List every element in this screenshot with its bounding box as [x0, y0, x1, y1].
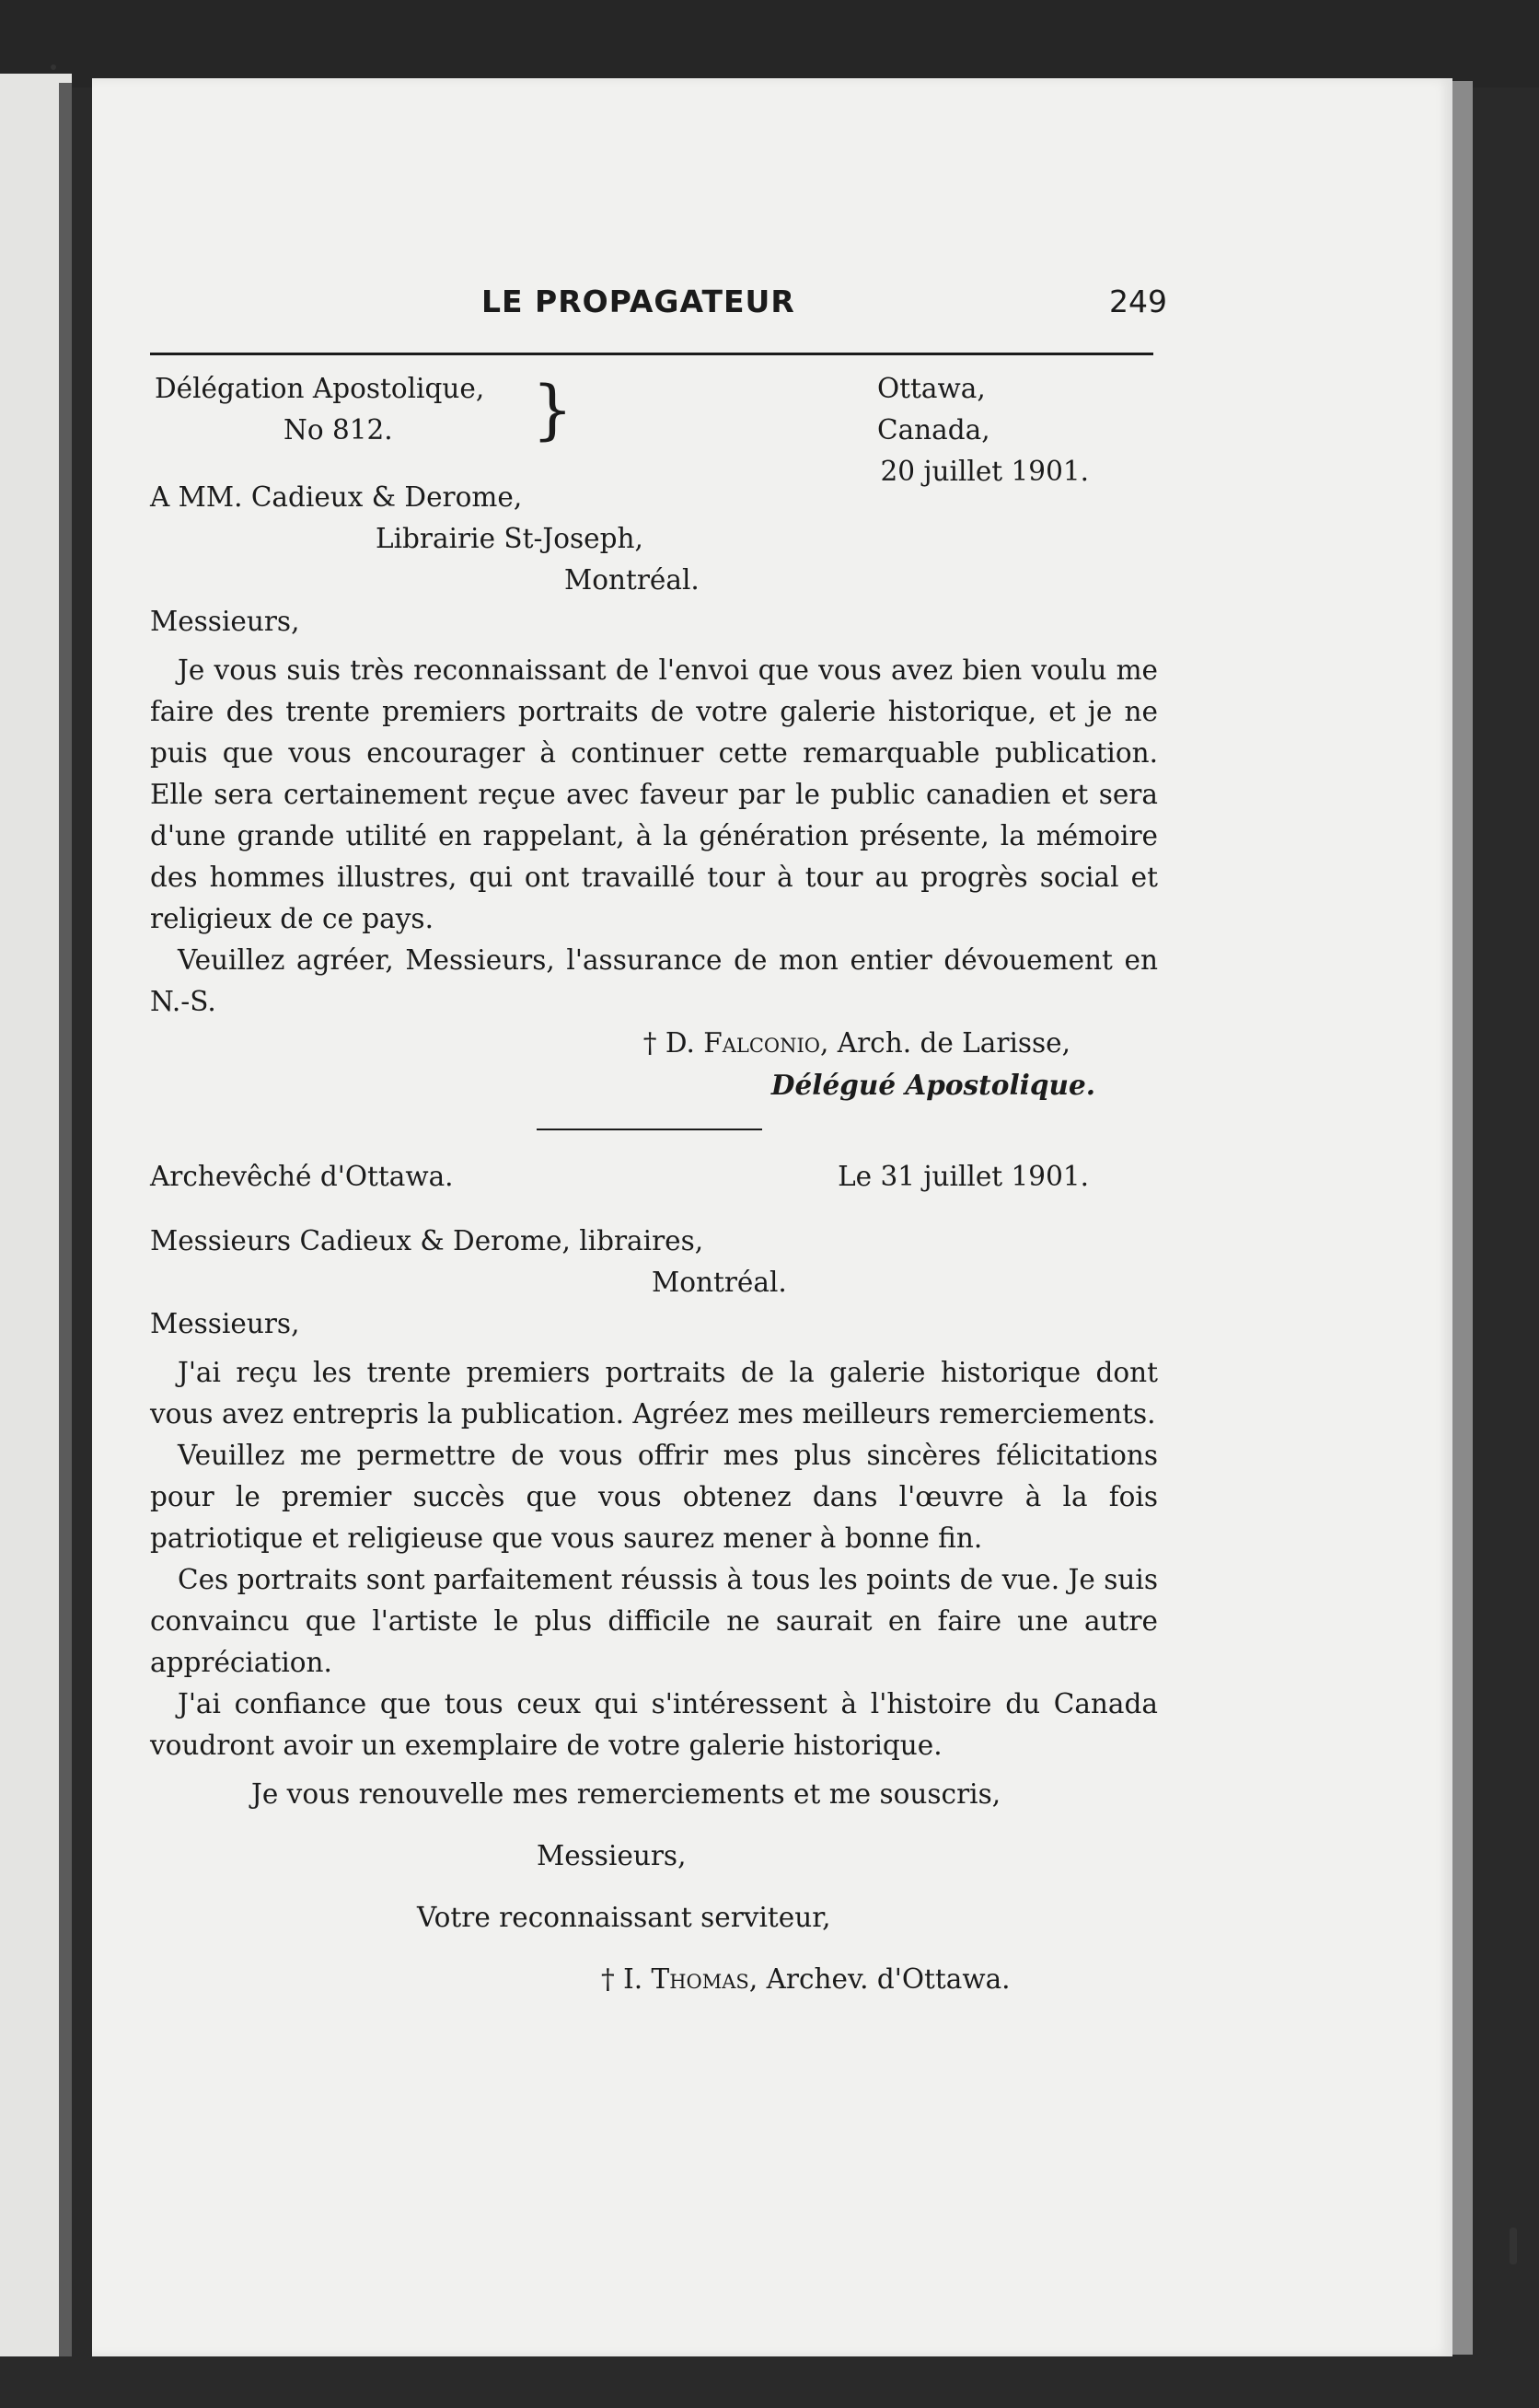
signature-suffix: , Archev. d'Ottawa. — [748, 1963, 1011, 1995]
addressee-line: Messieurs Cadieux & Derome, libraires, — [150, 1225, 704, 1256]
letter-date: Le 31 juillet 1901. — [838, 1161, 1089, 1192]
addressee-block — [150, 477, 1158, 601]
closing-line: Votre reconnaissant serviteur, — [417, 1902, 831, 1933]
section-divider — [537, 1129, 762, 1130]
signature-name: Falconio — [703, 1027, 821, 1059]
place-date-block — [725, 368, 1089, 492]
scan-speck — [51, 64, 56, 70]
closing-line: Je vous renouvelle mes remerciements et me souscris, — [251, 1778, 1001, 1810]
letter-falconio — [150, 368, 1158, 2000]
salutation: Messieurs, — [150, 606, 300, 637]
running-title: LE PROPAGATEUR — [481, 284, 795, 319]
signature-title: Délégué Apostolique. — [770, 1069, 1095, 1101]
body-paragraph: Veuillez agréer, Messieurs, l'assurance de mon entier dévouement en N.-S. — [150, 944, 1158, 1017]
letter-heading — [150, 368, 1158, 487]
sender-line: Délégation Apostolique, — [155, 373, 485, 404]
addressee-line: Montréal. — [564, 564, 700, 596]
signature — [150, 1959, 1158, 2000]
brace-glyph: } — [532, 372, 573, 447]
signature-prefix: † D. — [642, 1027, 704, 1059]
signature-name: Thomas — [651, 1963, 749, 1995]
addressee-line: Librairie St-Joseph, — [376, 523, 643, 554]
signature-suffix: , Arch. de Larisse, — [820, 1027, 1070, 1059]
sender-line: Archevêché d'Ottawa. — [150, 1161, 454, 1192]
letter-date: 20 juillet 1901. — [880, 456, 1089, 487]
letter-place: Ottawa, Canada, — [877, 373, 990, 446]
page-edge-shadow — [1452, 81, 1473, 2355]
page-number: 249 — [1109, 284, 1167, 319]
running-header — [150, 272, 1167, 327]
salutation: Messieurs, — [150, 1308, 300, 1339]
signature-prefix: † I. — [601, 1963, 652, 1995]
reference-number: No 812. — [284, 414, 393, 446]
body-paragraph: Veuillez me permettre de vous offrir mes plus sincères félicitations pour le premier succès que vous obtenez dans l'œuvre à la fois patriotique et religieuse que vous saurez mener à bonne fin. — [150, 1440, 1158, 1554]
addressee-line: A MM. Cadieux & Derome, — [150, 481, 523, 513]
sender-block — [155, 368, 484, 451]
adjacent-page-edge — [59, 83, 72, 2356]
addressee-line: Montréal. — [652, 1267, 787, 1298]
body-paragraph: J'ai confiance que tous ceux qui s'intéressent à l'histoire du Canada voudront avoir un exemplaire de votre galerie historique. — [150, 1688, 1158, 1761]
body-paragraph: Ces portraits sont parfaitement réussis à tous les points de vue. Je suis convaincu que l'artiste le plus difficile ne saurait en faire une autre appréciation. — [150, 1564, 1158, 1678]
scan-top-band — [0, 0, 1539, 87]
closing-line: Messieurs, — [537, 1840, 687, 1871]
scan-speck — [1510, 2228, 1517, 2264]
body-paragraph: Je vous suis très reconnaissant de l'envoi que vous avez bien voulu me faire des trente premiers portraits de votre galerie historique, et je ne puis que vous encourager à continuer cette remarquable publication. Elle sera certainement reçue avec faveur par le public canadien et sera d'une grande utilité en rappelant, à la génération présente, la mémoire des hommes illustres, qui ont travaillé tour à tour au progrès social et religieux de ce pays. — [150, 654, 1158, 934]
body-paragraph: J'ai reçu les trente premiers portraits de la galerie historique dont vous avez entrepris la publication. Agréez mes meilleurs remerciements. — [150, 1357, 1158, 1430]
addressee-block — [150, 1221, 1158, 1303]
header-rule — [150, 353, 1153, 355]
signature — [150, 1023, 1158, 1064]
letter-heading — [150, 1156, 1158, 1202]
